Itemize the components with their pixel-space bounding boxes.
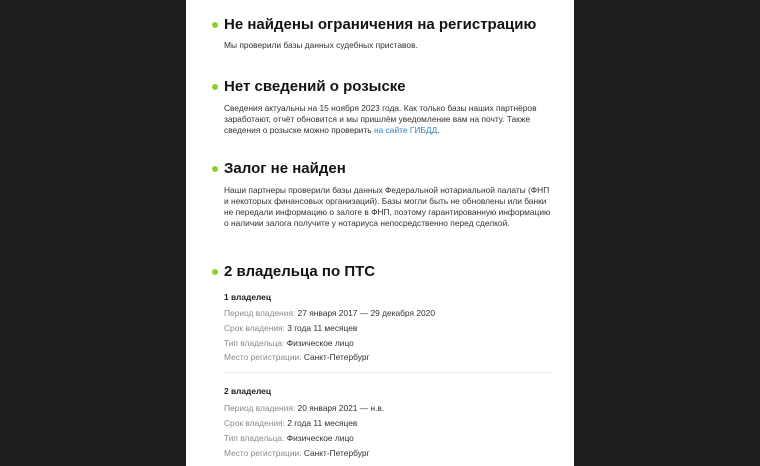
- owner-2-period-row: [224, 403, 384, 413]
- owners-divider: [224, 372, 552, 373]
- period-label: Период владения:: [224, 308, 296, 318]
- place-value: Санкт-Петербург: [303, 352, 370, 362]
- report-page: [186, 0, 574, 466]
- status-bullet-icon: [212, 84, 218, 90]
- owner-2-heading: 2 владелец: [224, 386, 271, 396]
- status-bullet-icon: [212, 166, 218, 172]
- section-text: Мы проверили базы данных судебных приставов.: [224, 40, 418, 50]
- type-label: Тип владельца:: [224, 338, 285, 348]
- pledge-section: [186, 160, 574, 229]
- section-text-end: .: [437, 125, 440, 135]
- section-text: [224, 103, 554, 136]
- gibdd-link[interactable]: на сайте ГИБДД: [373, 125, 438, 135]
- section-title: Нет сведений о розыске: [224, 78, 406, 95]
- duration-value: 2 года 11 месяцев: [287, 418, 358, 428]
- place-value: Санкт-Петербург: [303, 448, 370, 458]
- status-bullet-icon: [212, 22, 218, 28]
- section-text-body: Сведения актуальны на 15 ноября 2023 года. Как только базы наших партнёров заработают, отчёт обновится и мы пришлём уведомление вам на почту. Также сведения о розыске можно проверить: [224, 103, 537, 135]
- duration-value: 3 года 11 месяцев: [287, 323, 358, 333]
- section-title: 2 владельца по ПТС: [224, 263, 376, 280]
- duration-label: Срок владения:: [224, 418, 285, 428]
- period-value: 27 января 2017 — 29 декабря 2020: [297, 308, 435, 318]
- owner-2-duration-row: [224, 418, 357, 428]
- owner-1-duration-row: [224, 323, 357, 333]
- owner-1-period-row: [224, 308, 435, 318]
- type-label: Тип владельца:: [224, 433, 285, 443]
- owner-1-place-row: [224, 352, 370, 362]
- place-label: Место регистрации:: [224, 448, 302, 458]
- type-value: Физическое лицо: [286, 433, 354, 443]
- owner-2-type-row: [224, 433, 354, 443]
- owners-section: [186, 263, 574, 466]
- owner-2-place-row: [224, 448, 370, 458]
- section-title: Не найдены ограничения на регистрацию: [224, 16, 537, 33]
- place-label: Место регистрации:: [224, 352, 302, 362]
- section-text: Наши партнеры проверили базы данных Федеральной нотариальной палаты (ФНП и некоторых финансовых организаций). Базы могли быть не обновлены или банки не передали информацию о залоге в ФНП, поэтому гарантированную информацию о наличии залога получите у нотариуса непосредственно перед сделкой.: [224, 185, 551, 228]
- duration-label: Срок владения:: [224, 323, 285, 333]
- status-bullet-icon: [212, 269, 218, 275]
- owner-1-heading: 1 владелец: [224, 292, 271, 302]
- registration-restrictions-section: [186, 16, 574, 51]
- section-title: Залог не найден: [224, 160, 346, 177]
- period-label: Период владения:: [224, 403, 296, 413]
- period-value: 20 января 2021 — н.в.: [297, 403, 385, 413]
- wanted-section: [186, 78, 574, 136]
- type-value: Физическое лицо: [286, 338, 354, 348]
- owner-1-type-row: [224, 338, 354, 348]
